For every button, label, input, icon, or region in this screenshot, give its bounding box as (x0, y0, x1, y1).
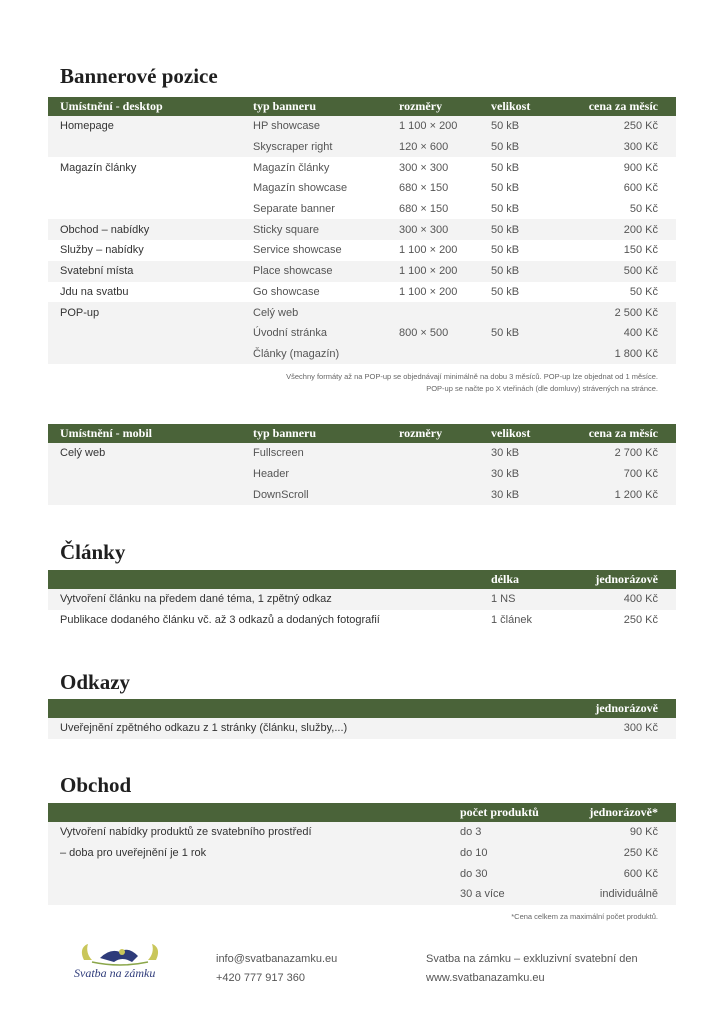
table-cell: do 3 (460, 822, 571, 843)
table-row (48, 344, 676, 365)
table-cell: HP showcase (253, 116, 399, 137)
table-cell: Uveřejnění zpětného odkazu z 1 stránky (článku, služby,...) (48, 718, 571, 739)
table-cell (399, 302, 491, 323)
table-row (48, 610, 676, 631)
table-cell: Go showcase (253, 285, 320, 298)
logo-text: Svatba na zámku (74, 966, 156, 980)
table-row (48, 843, 676, 864)
table-cell: Celý web (48, 443, 253, 464)
table-row (48, 863, 676, 884)
odkazy-table (48, 699, 676, 739)
table-cell: Články (magazín) (253, 344, 399, 365)
footer-tagline: Svatba na zámku – exkluzivní svatební den (426, 953, 638, 965)
column-header: počet produktů (460, 803, 571, 822)
table-cell: 700 Kč (571, 464, 676, 485)
table-cell: 50 kB (491, 261, 571, 282)
table-cell: Obchod – nabídky (48, 219, 253, 240)
table-cell: 120 × 600 (399, 137, 491, 158)
table-cell: Úvodní stránka (253, 323, 399, 344)
table-cell: Service showcase (253, 244, 342, 257)
table-cell: 30 kB (491, 443, 571, 464)
table-cell (399, 484, 491, 505)
table-cell: Publikace dodaného článku vč. až 3 odkazů a dodaných fotografií (60, 614, 380, 627)
clanky-section-title: Články (60, 540, 126, 564)
table-cell: Jdu na svatbu (60, 285, 129, 298)
table-cell: 250 Kč (623, 614, 658, 627)
table-cell: Homepage (48, 116, 253, 137)
column-header: cena za měsíc (571, 97, 676, 116)
table-cell: POP-up (48, 302, 253, 323)
table-header-row (48, 803, 676, 822)
column-header: rozměry (399, 97, 491, 116)
column-header: Umístnění - desktop (48, 97, 253, 116)
banner-note-line: Všechny formáty až na POP-up se objednávají minimálně na dobu 3 měsíců. POP-up lze objednat od 1 měsíce. (286, 372, 658, 381)
table-header-row (48, 570, 676, 589)
table-cell: 90 Kč (571, 822, 676, 843)
table-cell: 250 Kč (571, 843, 676, 864)
table-cell: – doba pro uveřejnění je 1 rok (48, 843, 460, 864)
table-row (48, 240, 676, 261)
banner-note-line: POP-up se načte po X vteřinách (dle domluvy) strávených na stránce. (426, 384, 658, 393)
footer-email[interactable]: info@svatbanazamku.eu (216, 953, 338, 965)
table-cell: 2 500 Kč (571, 302, 676, 323)
table-cell: 250 Kč (571, 116, 676, 137)
table-row (48, 199, 676, 220)
table-cell: 150 Kč (623, 244, 658, 257)
table-row (48, 464, 676, 485)
table-cell: 50 Kč (629, 203, 658, 216)
table-cell: 680 × 150 (399, 203, 449, 216)
table-cell (48, 464, 253, 485)
table-row (48, 302, 676, 323)
table-cell: 1 800 Kč (571, 344, 676, 365)
table-cell: 800 × 500 (399, 323, 491, 344)
obchod-table (48, 803, 676, 905)
table-cell: 300 × 300 (399, 161, 449, 174)
table-cell: 300 Kč (571, 137, 676, 158)
footer-phone[interactable]: +420 777 917 360 (216, 972, 306, 984)
clanky-table (48, 570, 676, 630)
table-row (48, 178, 676, 199)
logo (70, 938, 170, 988)
table-cell: 30 kB (491, 464, 571, 485)
table-row (48, 157, 676, 178)
table-cell: Svatební místa (48, 261, 253, 282)
table-cell: individuálně (571, 884, 676, 905)
table-cell: Vytvoření článku na předem dané téma, 1 zpětný odkaz (48, 589, 491, 610)
table-cell: 1 100 × 200 (399, 261, 491, 282)
table-cell: 50 kB (491, 161, 520, 174)
column-header: Umístnění - mobil (48, 424, 253, 443)
column-header: velikost (491, 97, 571, 116)
footer-web[interactable]: www.svatbanazamku.eu (426, 972, 545, 984)
column-header: jednorázově* (571, 803, 676, 822)
table-cell: do 10 (460, 843, 571, 864)
table-cell: 30 a více (460, 884, 571, 905)
table-cell: DownScroll (253, 484, 399, 505)
mobile-banner-table (48, 424, 676, 505)
obchod-note: *Cena celkem za maximální počet produktů. (511, 912, 658, 921)
table-cell (399, 464, 491, 485)
odkazy-section-title: Odkazy (60, 670, 131, 694)
table-row (48, 884, 676, 905)
column-header (48, 699, 571, 718)
footer-contact (216, 950, 337, 988)
table-cell: 50 kB (491, 219, 571, 240)
table-cell: 30 kB (491, 484, 571, 505)
table-cell: 1 100 × 200 (399, 285, 458, 298)
table-cell (491, 344, 571, 365)
table-cell: 1 100 × 200 (399, 116, 491, 137)
footer-brand (426, 950, 638, 988)
table-cell: 50 kB (491, 116, 571, 137)
table-cell: 50 kB (491, 244, 520, 257)
table-row (48, 323, 676, 344)
table-header-row (48, 97, 676, 116)
table-cell: 200 Kč (571, 219, 676, 240)
table-cell: 1 100 × 200 (399, 244, 458, 257)
table-cell (399, 443, 491, 464)
table-cell: 1 článek (491, 614, 532, 627)
table-cell: Celý web (253, 302, 399, 323)
table-row (48, 116, 676, 137)
column-header: rozměry (399, 424, 491, 443)
table-cell (48, 178, 253, 199)
table-cell (491, 302, 571, 323)
column-header: cena za měsíc (571, 424, 676, 443)
banner-section-title: Bannerové pozice (60, 64, 218, 88)
column-header: jednorázově (571, 699, 676, 718)
table-cell: 50 kB (491, 137, 571, 158)
table-row (48, 589, 676, 610)
table-row (48, 718, 676, 739)
table-row (48, 484, 676, 505)
table-cell (48, 484, 253, 505)
table-cell: Skyscraper right (253, 137, 399, 158)
table-row (48, 822, 676, 843)
table-cell: 1 NS (491, 589, 571, 610)
table-row (48, 443, 676, 464)
table-cell: Fullscreen (253, 443, 399, 464)
table-cell: 2 700 Kč (571, 443, 676, 464)
table-cell: Vytvoření nabídky produktů ze svatebního prostředí (48, 822, 460, 843)
table-cell: Sticky square (253, 219, 399, 240)
table-cell: Place showcase (253, 261, 399, 282)
table-cell: 900 Kč (623, 161, 658, 174)
column-header: jednorázově (571, 570, 676, 589)
column-header: délka (491, 570, 571, 589)
desktop-banner-table (48, 97, 676, 364)
table-header-row (48, 424, 676, 443)
table-cell: 300 × 300 (399, 219, 491, 240)
table-cell (48, 863, 460, 884)
table-cell: 50 kB (491, 323, 571, 344)
table-header-row (48, 699, 676, 718)
table-row (48, 282, 676, 303)
banner-note (286, 371, 658, 395)
column-header: velikost (491, 424, 571, 443)
table-row (48, 137, 676, 158)
table-cell (399, 344, 491, 365)
table-row (48, 261, 676, 282)
table-cell: 1 200 Kč (571, 484, 676, 505)
table-cell: 300 Kč (571, 718, 676, 739)
column-header (48, 570, 491, 589)
table-cell: 50 kB (491, 285, 520, 298)
table-cell: 600 Kč (571, 863, 676, 884)
table-cell: Magazín showcase (253, 182, 348, 195)
table-cell: 400 Kč (571, 323, 676, 344)
table-cell: 600 Kč (623, 182, 658, 195)
table-cell: 50 Kč (629, 285, 658, 298)
table-row (48, 219, 676, 240)
table-cell (48, 199, 253, 220)
column-header (48, 803, 460, 822)
table-cell (48, 344, 253, 365)
table-cell: do 30 (460, 863, 571, 884)
column-header: typ banneru (253, 424, 399, 443)
table-cell: Služby – nabídky (60, 244, 144, 257)
table-cell: Header (253, 464, 399, 485)
column-header: typ banneru (253, 97, 399, 116)
table-cell: Magazín články (60, 161, 137, 174)
table-cell: 400 Kč (571, 589, 676, 610)
table-cell (48, 323, 253, 344)
table-cell (48, 137, 253, 158)
obchod-section-title: Obchod (60, 773, 132, 797)
table-cell: 50 kB (491, 203, 520, 216)
table-cell: Separate banner (253, 203, 335, 216)
table-cell: Magazín články (253, 161, 330, 174)
table-cell: 680 × 150 (399, 182, 449, 195)
table-cell (48, 884, 460, 905)
table-cell: 50 kB (491, 182, 520, 195)
table-cell: 500 Kč (571, 261, 676, 282)
